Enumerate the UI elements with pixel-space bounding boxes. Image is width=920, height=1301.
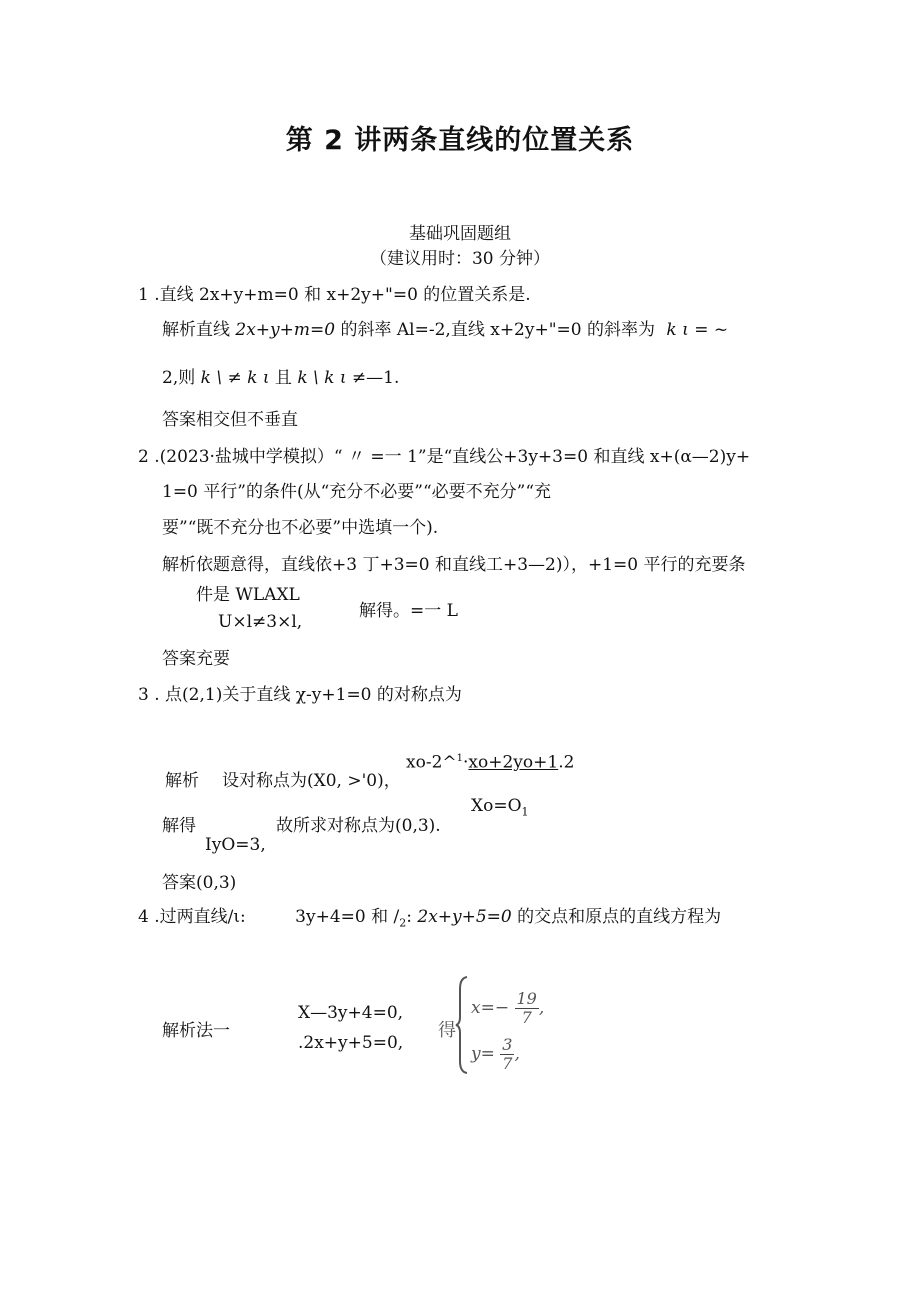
q1-line-eq: 2x+y+m=0 (235, 320, 336, 340)
q4-y-fraction (500, 1036, 514, 1073)
q4-stem-sub: 2 (399, 916, 407, 930)
q2-analysis: 解析依题意得，直线依+3 丁+3=0 和直线工+3—2)），+1=0 平行的充要条 (162, 555, 746, 575)
q4-x-solution (471, 990, 544, 1027)
brace-icon (455, 975, 469, 1075)
q2-stem-line2: 1=0 平行”的条件(从“充分不必要”“必要不充分”“充 (162, 482, 552, 502)
q1-analysis-line2 (162, 367, 399, 389)
q3-conclusion: 故所求对称点为(0,3). (276, 816, 441, 836)
q4-stem-a: 4 .过两直线∕ι: (138, 907, 246, 927)
q2-stem-line3: 要”“既不充分也不必要”中选填一个). (162, 518, 439, 538)
q3-eq-a: xo-2^ (406, 752, 457, 773)
q4-stem-b: 3y+4=0 和 / (295, 907, 400, 927)
q3-solve-label: 解得 (162, 816, 196, 836)
q4-x-label: x= (471, 998, 495, 1018)
q3-xo (471, 795, 529, 823)
q4-x-num: 19 (516, 989, 537, 1008)
q1-analysis-text: 的斜率 Al=-2,直线 x+2y+"=0 的斜率为 (340, 320, 656, 340)
q2-solve: 解得。=一 L (359, 601, 458, 621)
q2-condition-line1: 件是 WLAXL (196, 585, 300, 605)
page-title: 第 2 讲两条直线的位置关系 (285, 125, 635, 156)
q4-y-num: 3 (502, 1035, 513, 1054)
q1-then: 2,则 (162, 368, 196, 388)
q2-answer: 答案充要 (162, 649, 230, 669)
q4-x-sign: − (494, 998, 510, 1018)
q3-answer: 答案(0,3) (162, 873, 237, 893)
q4-stem (138, 906, 721, 934)
q1-slope-k: k ι = ~ (666, 320, 729, 340)
q1-answer: 答案相交但不垂直 (162, 410, 298, 430)
q3-xo-text: Xo=O (471, 796, 522, 816)
q1-and: 且 (274, 368, 292, 388)
q4-line2-eq: 2x+y+5=0 (417, 907, 512, 927)
q3-setup: 设对称点为(X0, >'0)， (222, 771, 401, 791)
q4-x-fraction (515, 990, 539, 1027)
q4-de: 得 (438, 1020, 456, 1041)
q4-stem-colon: : (406, 907, 412, 927)
q3-eq-tail: .2 (558, 752, 575, 773)
q3-eq-dot: · (463, 752, 469, 773)
q2-condition-line2: U×l≠3×l, (218, 612, 303, 632)
q1-k-neq: k \ ≠ k ι (200, 368, 270, 388)
time-hint: （建议用时：30 分钟） (369, 249, 551, 269)
q4-x-den: 7 (521, 1008, 532, 1027)
section-heading: 基础巩固题组 (409, 224, 511, 244)
q3-stem: 3 . 点(2,1)关于直线 χ-y+1=0 的对称点为 (138, 685, 462, 705)
q4-system-eq2: .2x+y+5=0, (298, 1033, 404, 1053)
q3-yo: IyO=3, (205, 835, 266, 855)
q4-method-label: 解析法一 (162, 1021, 230, 1041)
q3-eq-underlined: xo+2yo+1 (468, 752, 559, 773)
q1-minus-one: —1. (366, 368, 400, 388)
q4-x-tail: , (538, 998, 545, 1018)
q3-eq-sup: 1 (456, 753, 464, 764)
q2-stem-line1: 2 .(2023·盐城中学模拟）“ 〃 =一 1”是“直线公+3y+3=0 和直线 x+(α—2)y+ (138, 447, 751, 467)
q4-y-solution (471, 1036, 520, 1073)
q3-equation-top (406, 748, 574, 774)
q4-y-den: 7 (502, 1054, 513, 1073)
q3-xo-sub: 1 (521, 805, 529, 819)
q1-analysis-label: 解析直线 (162, 320, 230, 340)
q4-y-tail: , (514, 1044, 520, 1064)
q1-k-product: k \ k ι ≠ (297, 368, 367, 388)
q3-analysis-label: 解析 (165, 771, 199, 791)
q4-system-eq1: X—3y+4=0, (298, 1003, 404, 1023)
q1-stem: 1 .直线 2x+y+m=0 和 x+2y+"=0 的位置关系是. (138, 285, 531, 305)
q4-y-label: y= (471, 1044, 495, 1064)
q1-analysis-line1 (162, 319, 728, 341)
q4-stem-e: 的交点和原点的直线方程为 (517, 907, 722, 927)
